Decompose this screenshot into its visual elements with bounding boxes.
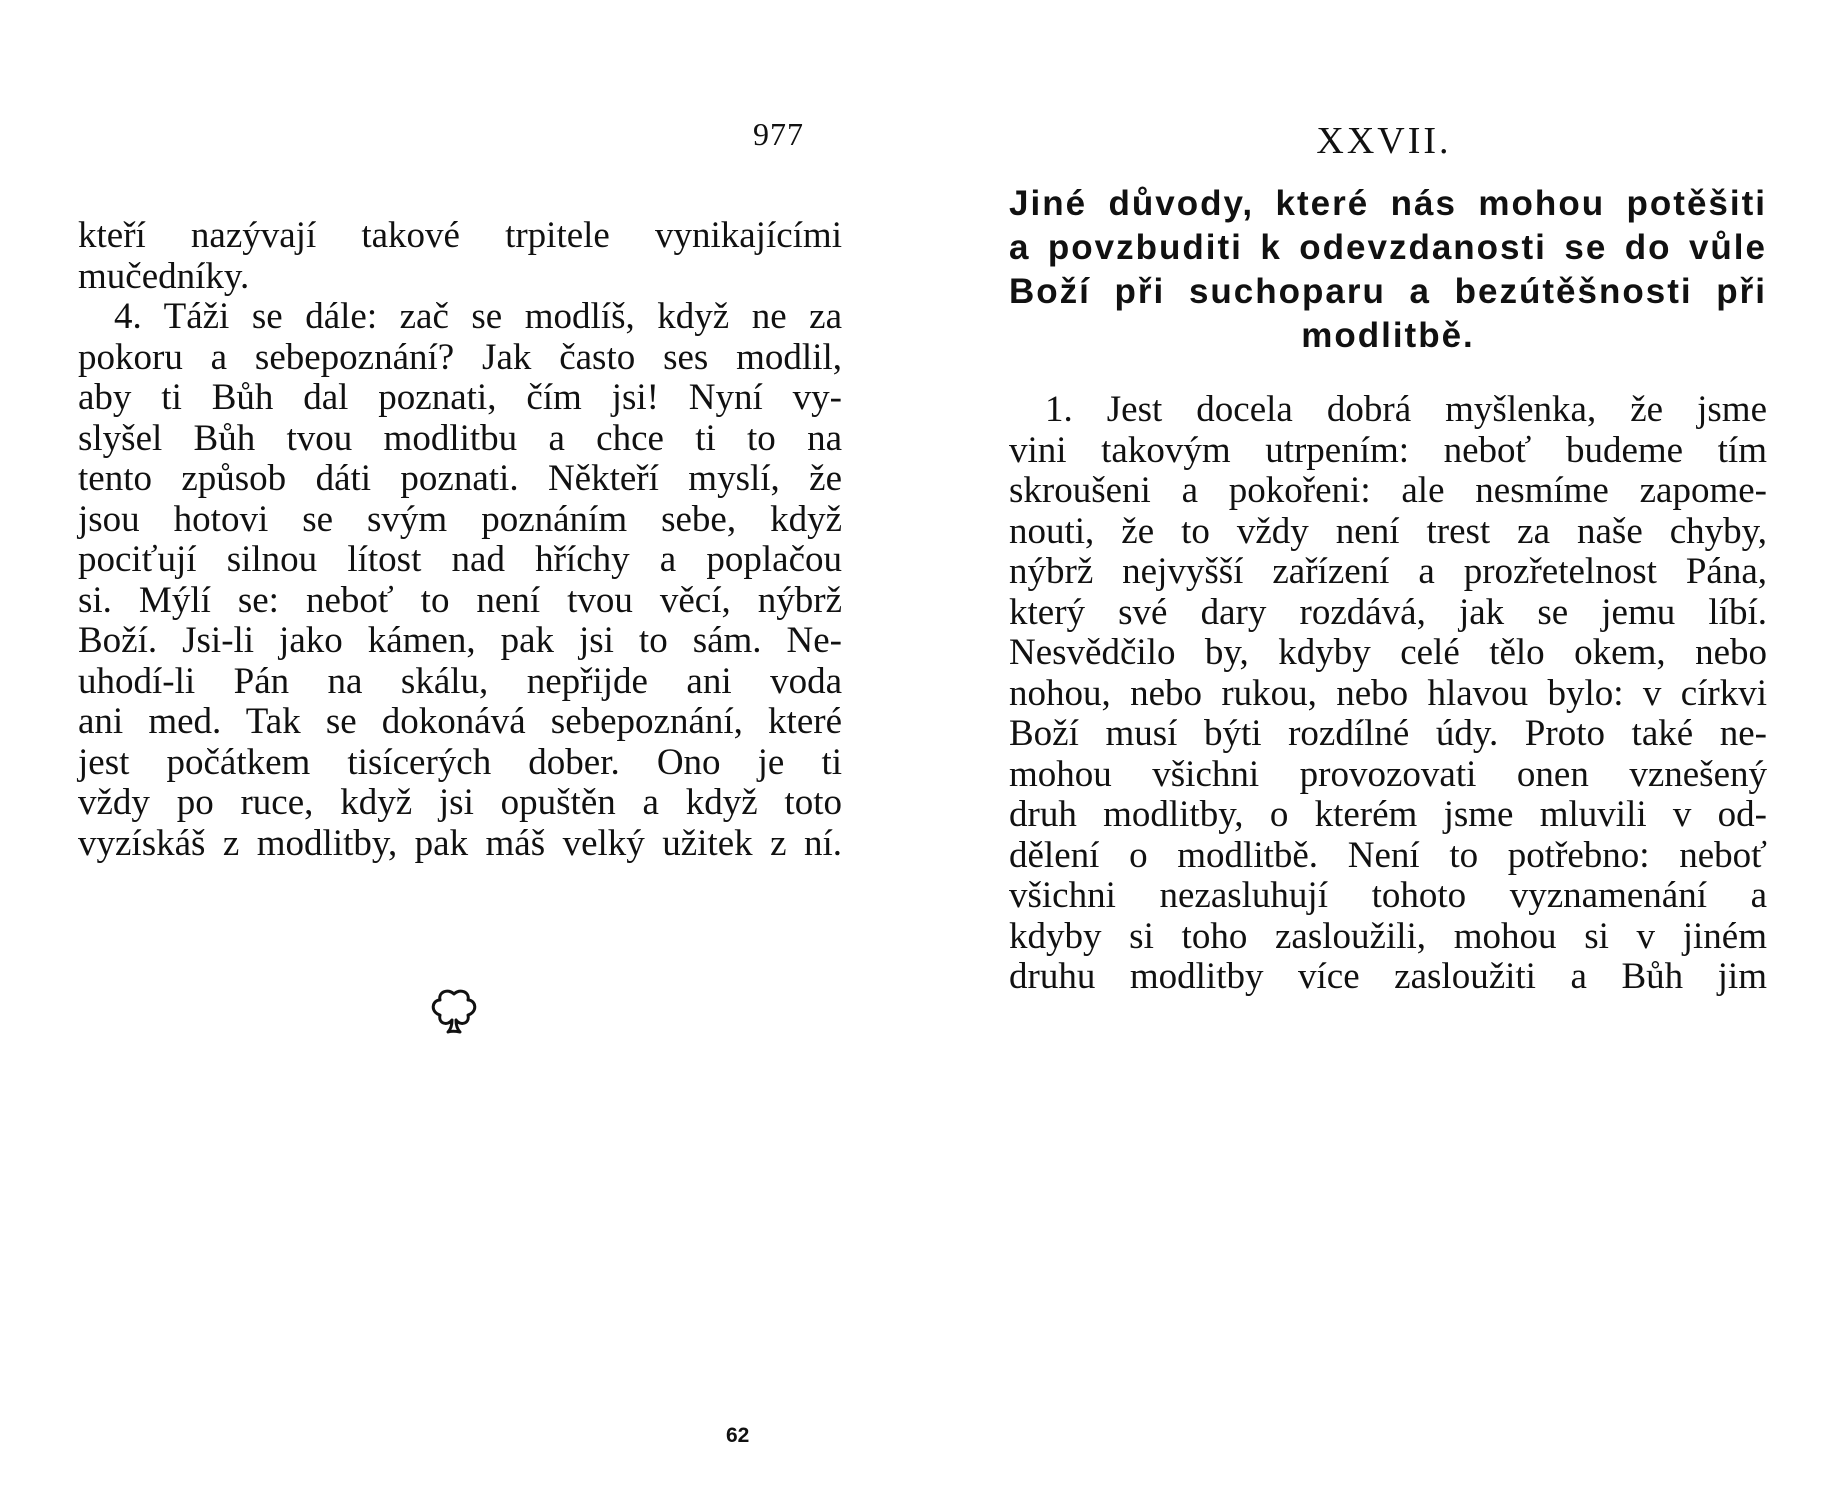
heading-line: Boží při suchoparu a bezútěšnosti při [1009,272,1767,311]
body-line: dělení o modlitbě. Není to potřebno: neboť [1009,834,1767,876]
body-line: 1. Jest docela dobrá myšlenka, že jsme [1045,389,1767,430]
body-line: mohou všichni provozovati onen vznešený [1009,753,1767,795]
left-page-body [78,216,842,864]
body-line: nohou, nebo rukou, nebo hlavou bylo: v církvi [1009,672,1767,714]
body-line: jsou hotovi se svým poznáním sebe, když [78,498,842,540]
chapter-numeral: XXVII. [1316,120,1452,162]
body-line: Boží musí býti rozdílné údy. Proto také ne- [1009,713,1767,754]
body-line: pociťují silnou lítost nad hříchy a poplačou [78,539,842,580]
body-line: uhodí-li Pán na skálu, nepřijde ani voda [78,660,842,702]
body-line: nýbrž nejvyšší zařízení a prozřetelnost Pána, [1009,551,1767,592]
heading-line: modlitbě. [1301,316,1475,355]
body-line: aby ti Bůh dal poznati, čím jsi! Nyní vy- [78,377,842,418]
chapter-heading [1009,182,1767,358]
right-page-body [1009,390,1767,998]
body-line: vyzískáš z modlitby, pak máš velký užitek z ní. [78,822,842,864]
trefoil-ornament-icon [430,988,478,1034]
body-line: který své dary rozdává, jak se jemu líbí. [1009,591,1767,633]
body-line: všichni nezasluhují tohoto vyznamenání a [1009,875,1767,916]
footer-page-number: 62 [726,1424,750,1447]
body-line: vždy po ruce, když jsi opuštěn a když toto [78,782,842,823]
body-line: Boží. Jsi-li jako kámen, pak jsi to sám. Ne- [78,620,842,661]
body-line: jest počátkem tisícerých dober. Ono je ti [78,741,842,783]
body-line: kteří nazývají takové trpitele vynikajícími [78,215,842,256]
body-line: Nesvědčilo by, kdyby celé tělo okem, nebo [1009,632,1767,673]
body-line: vini takovým utrpením: neboť budeme tím [1009,429,1767,471]
body-line: 4. Táži se dále: zač se modlíš, když ne za [114,296,842,337]
heading-line: Jiné důvody, které nás mohou potěšiti [1009,184,1767,223]
body-line: ani med. Tak se dokonává sebepoznání, které [78,701,842,742]
body-line: kdyby si toho zasloužili, mohou si v jiném [1009,915,1767,957]
body-line: druhu modlitby více zasloužiti a Bůh jim [1009,956,1767,997]
body-line: nouti, že to vždy není trest za naše chyby, [1009,510,1767,552]
body-line: druh modlitby, o kterém jsme mluvili v od- [1009,794,1767,835]
left-page-number: 977 [753,116,804,152]
body-line: si. Mýlí se: neboť to není tvou věcí, nýbrž [78,579,842,621]
body-line: slyšel Bůh tvou modlitbu a chce ti to na [78,417,842,459]
body-line: mučedníky. [78,255,250,297]
heading-line: a povzbuditi k odevzdanosti se do vůle [1009,228,1767,267]
body-line: skroušeni a pokořeni: ale nesmíme zapome- [1009,470,1767,511]
body-line: tento způsob dáti poznati. Někteří myslí, že [78,458,842,499]
body-line: pokoru a sebepoznání? Jak často ses modlil, [78,336,842,378]
